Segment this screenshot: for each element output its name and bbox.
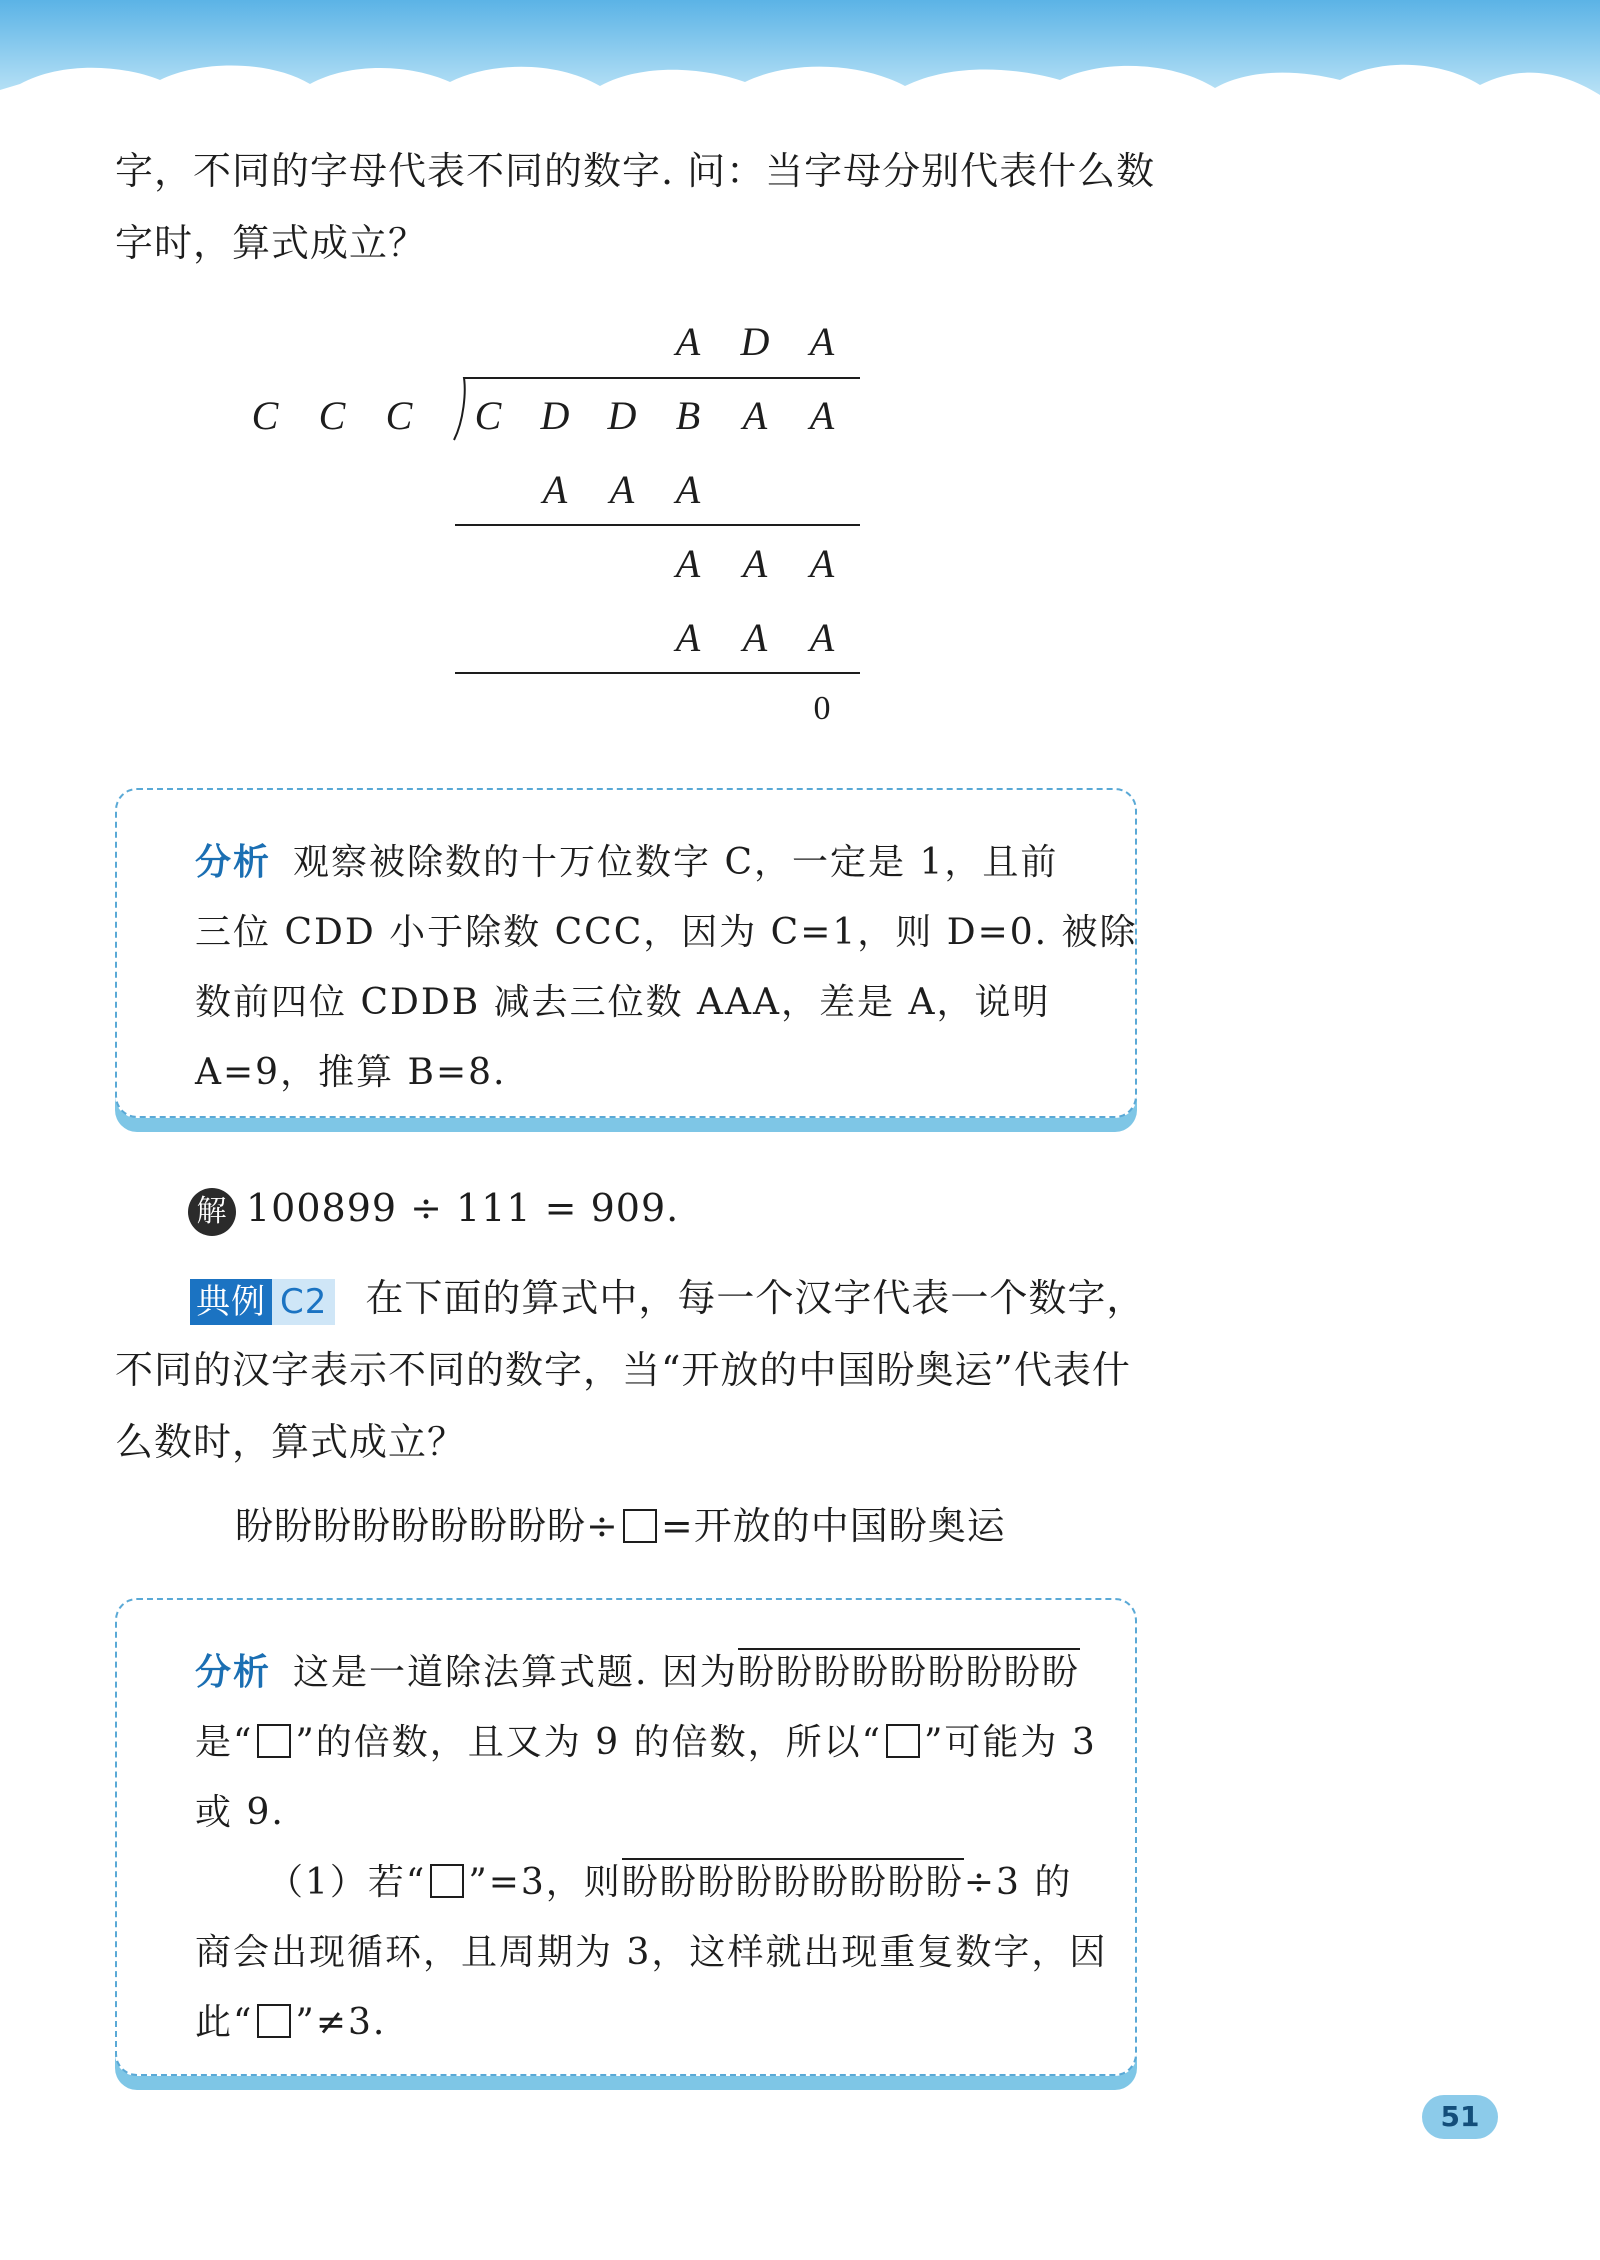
step-digit: A bbox=[542, 467, 568, 512]
analysis-1-line-2: 三位 CDD 小于除数 CCC，因为 C=1，则 D=0. 被除 bbox=[195, 912, 1138, 953]
analysis-2-text bbox=[195, 1638, 1107, 2058]
overlined-number: 盼盼盼盼盼盼盼盼盼 bbox=[738, 1648, 1080, 1693]
analysis-box-1 bbox=[115, 788, 1137, 1118]
dividend-digit: D bbox=[540, 393, 570, 438]
step-digit: A bbox=[742, 615, 768, 660]
analysis-2-line-4c: ÷3 的 bbox=[963, 1862, 1073, 1903]
page-number: 51 bbox=[1422, 2095, 1498, 2139]
analysis-1-line-3: 数前四位 CDDB 减去三位数 AAA，差是 A，说明 bbox=[195, 982, 1051, 1023]
analysis-box-2 bbox=[115, 1598, 1137, 2076]
solution bbox=[188, 1172, 679, 1244]
step-digit: A bbox=[675, 467, 701, 512]
step-digit: A bbox=[675, 541, 701, 586]
divisor-digit: C bbox=[385, 393, 413, 438]
overlined-number: 盼盼盼盼盼盼盼盼盼 bbox=[622, 1858, 964, 1903]
equation-right: =开放的中国盼奥运 bbox=[660, 1504, 1006, 1548]
blank-square-icon bbox=[430, 1864, 464, 1898]
dividend-digit: A bbox=[742, 393, 768, 438]
intro-line-2: 字时，算式成立？ bbox=[115, 221, 428, 265]
remainder: 0 bbox=[813, 690, 831, 727]
blank-square-icon bbox=[886, 1724, 920, 1758]
example-equation bbox=[235, 1490, 1006, 1562]
intro-line-1: 字，不同的字母代表不同的数字. 问：当字母分别代表什么数 bbox=[115, 149, 1156, 193]
intro-text bbox=[115, 135, 1155, 279]
cloud-banner bbox=[0, 0, 1600, 140]
divisor-digit: C bbox=[318, 393, 346, 438]
dividend-digit: B bbox=[675, 393, 701, 438]
equation-left: 盼盼盼盼盼盼盼盼盼 bbox=[235, 1504, 587, 1548]
analysis-2-line-4b: ”=3，则 bbox=[468, 1862, 622, 1903]
example-label: 典例 bbox=[190, 1279, 272, 1325]
blank-square-icon bbox=[623, 1509, 657, 1543]
example-line-3: 么数时，算式成立？ bbox=[115, 1420, 467, 1464]
dividend-digit: C bbox=[474, 393, 502, 438]
solution-badge: 解 bbox=[188, 1188, 236, 1236]
analysis-1-text bbox=[195, 828, 1138, 1108]
quotient-digit: D bbox=[740, 319, 770, 364]
analysis-2-line-1: 这是一道除法算式题. 因为 bbox=[293, 1652, 738, 1693]
equation-operator: ÷ bbox=[586, 1504, 619, 1548]
analysis-1-line-1: 观察被除数的十万位数字 C，一定是 1，且前 bbox=[293, 842, 1059, 883]
analysis-2-line-2a: 是“ bbox=[195, 1722, 254, 1763]
divisor-digit: C bbox=[251, 393, 279, 438]
step-digit: A bbox=[609, 467, 635, 512]
dividend-digit: D bbox=[607, 393, 637, 438]
step-digit: A bbox=[675, 615, 701, 660]
analysis-2-line-4a: （1）若“ bbox=[267, 1862, 427, 1903]
blank-square-icon bbox=[257, 1724, 291, 1758]
analysis-2-line-3: 或 9. bbox=[195, 1792, 285, 1833]
analysis-2-line-6b: ”≠3. bbox=[295, 2002, 387, 2043]
solution-text: 100899 ÷ 111 = 909. bbox=[246, 1186, 680, 1230]
example-line-2: 不同的汉字表示不同的数字，当“开放的中国盼奥运”代表什 bbox=[115, 1348, 1131, 1392]
step-digit: A bbox=[809, 615, 835, 660]
example-c2 bbox=[115, 1262, 1145, 1478]
analysis-label: 分析 bbox=[195, 842, 272, 883]
step-digit: A bbox=[809, 541, 835, 586]
analysis-1-line-4: A=9，推算 B=8. bbox=[195, 1052, 507, 1093]
quotient-digit: A bbox=[675, 319, 701, 364]
quotient-digit: A bbox=[809, 319, 835, 364]
blank-square-icon bbox=[257, 2004, 291, 2038]
division-line bbox=[455, 524, 860, 526]
analysis-2-line-5: 商会出现循环，且周期为 3，这样就出现重复数字，因 bbox=[195, 1932, 1108, 1973]
analysis-label: 分析 bbox=[195, 1652, 272, 1693]
division-line bbox=[455, 672, 860, 674]
step-digit: A bbox=[742, 541, 768, 586]
example-number: C2 bbox=[272, 1279, 335, 1325]
example-line-1: 在下面的算式中，每一个汉字代表一个数字， bbox=[365, 1276, 1146, 1320]
dividend-digit: A bbox=[809, 393, 835, 438]
analysis-2-line-2c: ”可能为 3 bbox=[924, 1722, 1097, 1763]
analysis-2-line-2b: ”的倍数，且又为 9 的倍数，所以“ bbox=[295, 1722, 883, 1763]
analysis-2-line-6a: 此“ bbox=[195, 2002, 254, 2043]
